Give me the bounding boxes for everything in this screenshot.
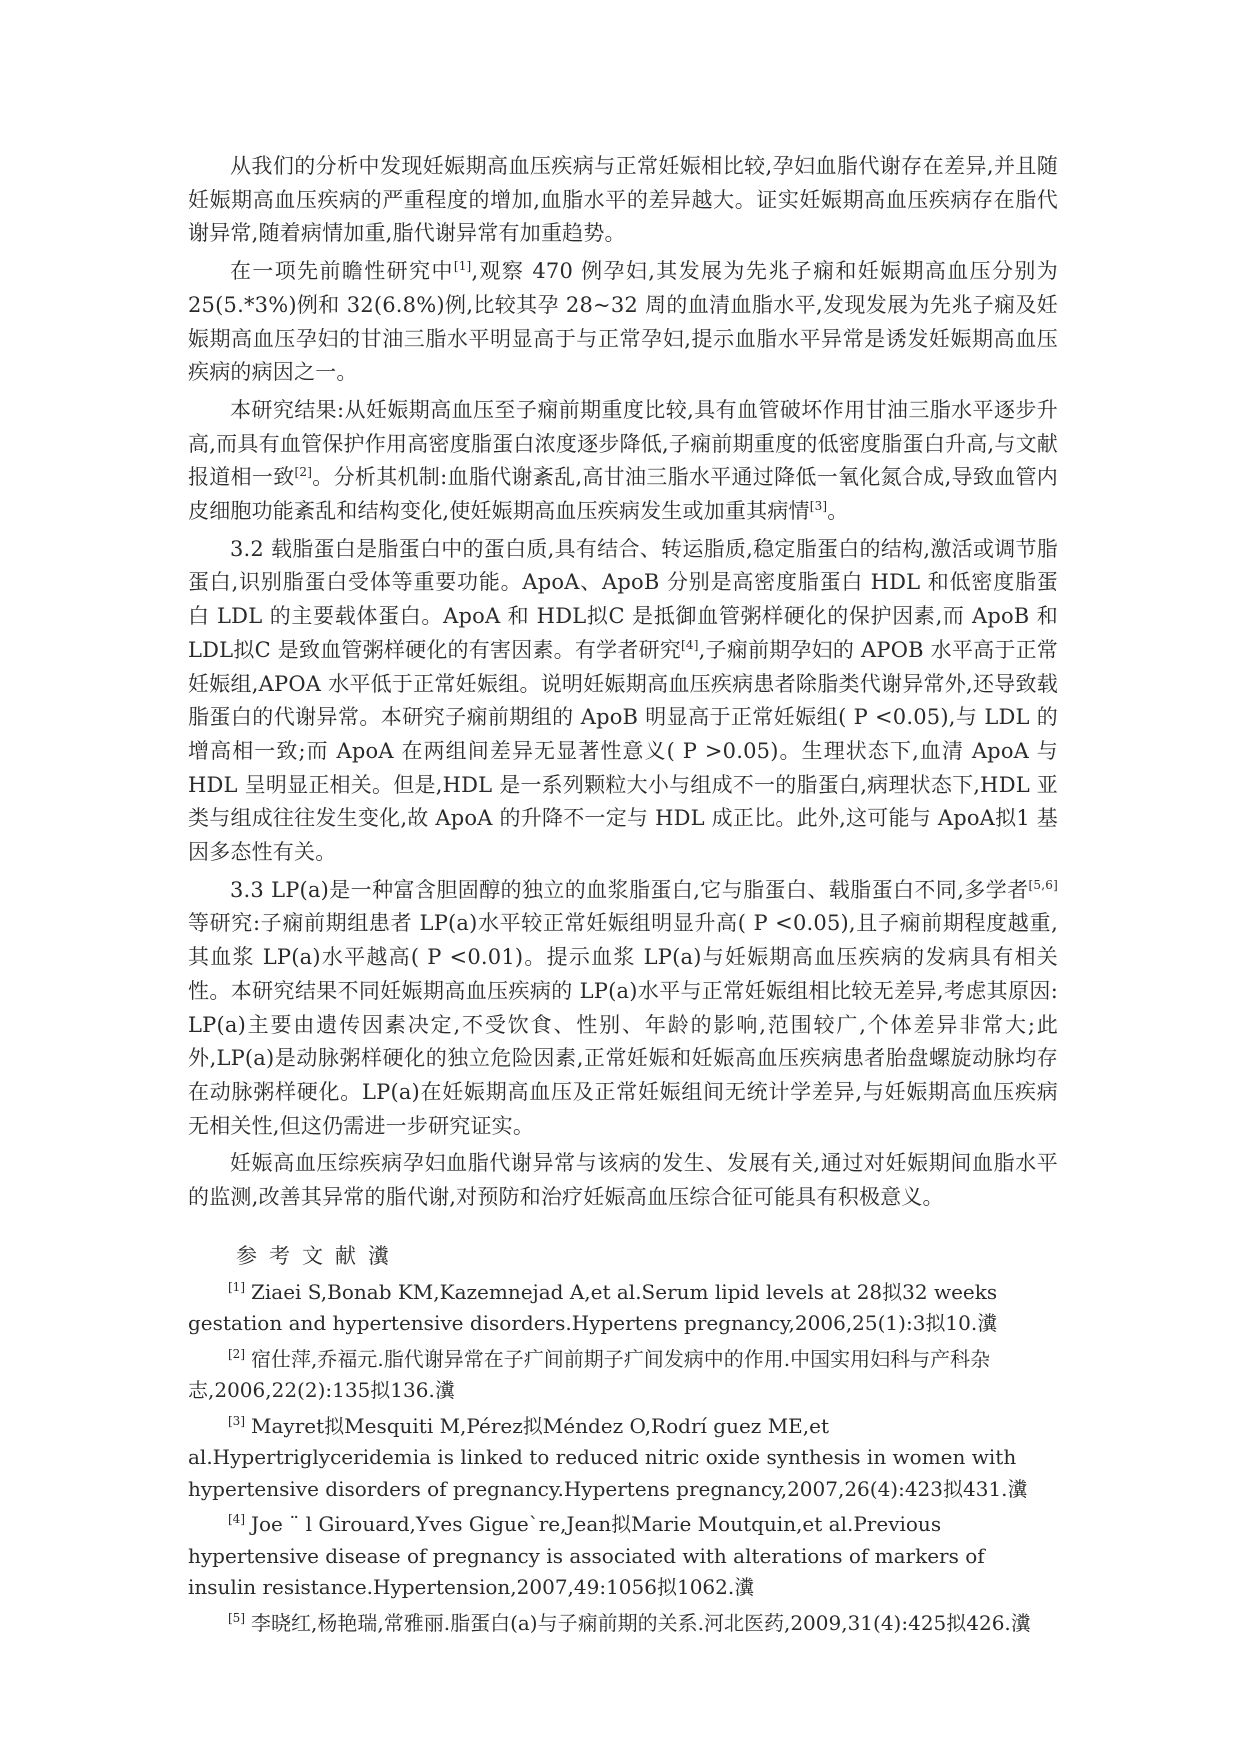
references-heading: 参考文献瀵 xyxy=(236,1243,401,1268)
paragraph-text: 在一项先前瞻性研究中 xyxy=(230,259,454,284)
paragraph-3 xyxy=(188,394,1058,529)
citation-marker: [3] xyxy=(809,499,828,514)
citation-marker: [2] xyxy=(294,465,313,480)
paragraph-text: 妊娠高血压综疾病孕妇血脂代谢异常与该病的发生、发展有关,通过对妊娠期间血脂水平的监测,改善其异常的脂代谢,对预防和治疗妊娠高血压综合征可能具有积极意义。 xyxy=(188,1151,1058,1210)
reference-number: [2] xyxy=(228,1346,245,1361)
paragraph-section-3-2 xyxy=(188,533,1058,870)
reference-text: Ziaei S,Bonab KM,Kazemnejad A,et al.Serum lipid levels at 28拟32 weeks gestation and hypertensive disorders.Hypertens pregnancy,2006,25(1):3拟10.瀵 xyxy=(188,1279,998,1336)
reference-number: [4] xyxy=(228,1512,245,1527)
paragraph-text: ,观察 470 例孕妇,其发展为先兆子痫和妊娠期高血压分别为 25(5.*3%)例和 32(6.8%)例,比较其孕 28~32 周的血清血脂水平,发现发展为先兆子痫及妊娠期高血压孕妇的甘油三脂水平明显高于与正常孕妇,提示血脂水平异常是诱发妊娠期高血压疾病的病因之一。 xyxy=(188,259,1058,385)
paragraph-text: 3.2 载脂蛋白是脂蛋白中的蛋白质,具有结合、转运脂质,稳定脂蛋白的结构,激活或调节脂蛋白,识别脂蛋白受体等重要功能。ApoA、ApoB 分别是高密度脂蛋白 HDL 和低密度脂蛋白 LDL 的主要载体蛋白。ApoA 和 HDL拟C 是抵御血管粥样硬化的保护因素,而 ApoB 和 LDL拟C 是致血管粥样硬化的有害因素。有学者研究 xyxy=(188,536,1058,662)
document-page xyxy=(188,150,1058,1643)
reference-item xyxy=(188,1411,1058,1506)
paragraph-text: 从我们的分析中发现妊娠期高血压疾病与正常妊娠相比较,孕妇血脂代谢存在差异,并且随妊娠期高血压疾病的严重程度的增加,血脂水平的差异越大。证实妊娠期高血压疾病存在脂代谢异常,随着病情加重,脂代谢异常有加重趋势。 xyxy=(188,154,1058,246)
paragraph-1 xyxy=(188,150,1058,251)
reference-number: [5] xyxy=(228,1610,245,1625)
reference-text: Joe ¨ l Girouard,Yves Gigue`re,Jean拟Marie Moutquin,et al.Previous hypertensive disease of pregnancy is associated with alterations of markers of insulin resistance.Hypertension,2007,49:1056拟1062.瀵 xyxy=(188,1512,985,1600)
citation-marker: [4] xyxy=(681,637,699,652)
reference-number: [1] xyxy=(228,1279,245,1294)
paragraph-text: 。 xyxy=(827,499,849,524)
reference-item xyxy=(188,1608,1058,1640)
reference-item xyxy=(188,1277,1058,1340)
paragraph-2 xyxy=(188,255,1058,390)
paragraph-text: 3.3 LP(a)是一种富含胆固醇的独立的血浆脂蛋白,它与脂蛋白、载脂蛋白不同,多学者 xyxy=(230,877,1029,902)
paragraph-section-3-3 xyxy=(188,874,1058,1144)
citation-marker: [1] xyxy=(453,259,472,274)
paragraph-text: ,子痫前期孕妇的 APOB 水平高于正常妊娠组,APOA 水平低于正常妊娠组。说明妊娠期高血压疾病患者除脂类代谢异常外,还导致载脂蛋白的代谢异常。本研究子痫前期组的 ApoB 明显高于正常妊娠组( P <0.05),与 LDL 的增高相一致;而 ApoA 在两组间差异无显著性意义( P >0.05)。生理状态下,血清 ApoA 与 HDL 呈明显正相关。但是,HDL 是一系列颗粒大小与组成不一的脂蛋白,病理状态下,HDL 亚类与组成往往发生变化,故 ApoA 的升降不一定与 HDL 成正比。此外,这可能与 ApoA拟1 基因多态性有关。 xyxy=(188,637,1058,865)
paragraph-text: 等研究:子痫前期组患者 LP(a)水平较正常妊娠组明显升高( P <0.05),且子痫前期程度越重,其血浆 LP(a)水平越高( P <0.01)。提示血浆 LP(a)与妊娠期高血压疾病的发病具有相关性。本研究结果不同妊娠期高血压疾病的 LP(a)水平与正常妊娠组相比较无差异,考虑其原因: LP(a)主要由遗传因素决定,不受饮食、性别、年龄的影响,范围较广,个体差异非常大;此外,LP(a)是动脉粥样硬化的独立危险因素,正常妊娠和妊娠高血压疾病患者胎盘螺旋动脉均存在动脉粥样硬化。LP(a)在妊娠期高血压及正常妊娠组间无统计学差异,与妊娠期高血压疾病无相关性,但这仍需进一步研究证实。 xyxy=(188,911,1058,1138)
reference-text: 李晓红,杨艳瑞,常雅丽.脂蛋白(a)与子痫前期的关系.河北医药,2009,31(4):425拟426.瀵 xyxy=(251,1610,1031,1635)
reference-number: [3] xyxy=(228,1413,245,1428)
paragraph-conclusion xyxy=(188,1147,1058,1214)
reference-item xyxy=(188,1344,1058,1407)
reference-text: 宿仕萍,乔福元.脂代谢异常在子疒间前期子疒间发病中的作用.中国实用妇科与产科杂志,2006,22(2):135拟136.瀵 xyxy=(188,1346,991,1403)
reference-item xyxy=(188,1509,1058,1604)
paragraph-text: 。分析其机制:血脂代谢紊乱,高甘油三脂水平通过降低一氧化氮合成,导致血管内皮细胞功能紊乱和结构变化,使妊娠期高血压疾病发生或加重其病情 xyxy=(188,465,1058,524)
paragraph-text: 本研究结果:从妊娠期高血压至子痫前期重度比较,具有血管破坏作用甘油三脂水平逐步升高,而具有血管保护作用高密度脂蛋白浓度逐步降低,子痫前期重度的低密度脂蛋白升高,与文献报道相一致 xyxy=(188,397,1058,490)
reference-text: Mayret拟Mesquiti M,Pérez拟Méndez O,Rodrí guez ME,et al.Hypertriglyceridemia is linked to reduced nitric oxide synthesis in women with hypertensive disorders of pregnancy.Hypertens pregnancy,2007,26(4):423拟431.瀵 xyxy=(188,1413,1028,1501)
citation-marker: [5,6] xyxy=(1028,877,1058,892)
